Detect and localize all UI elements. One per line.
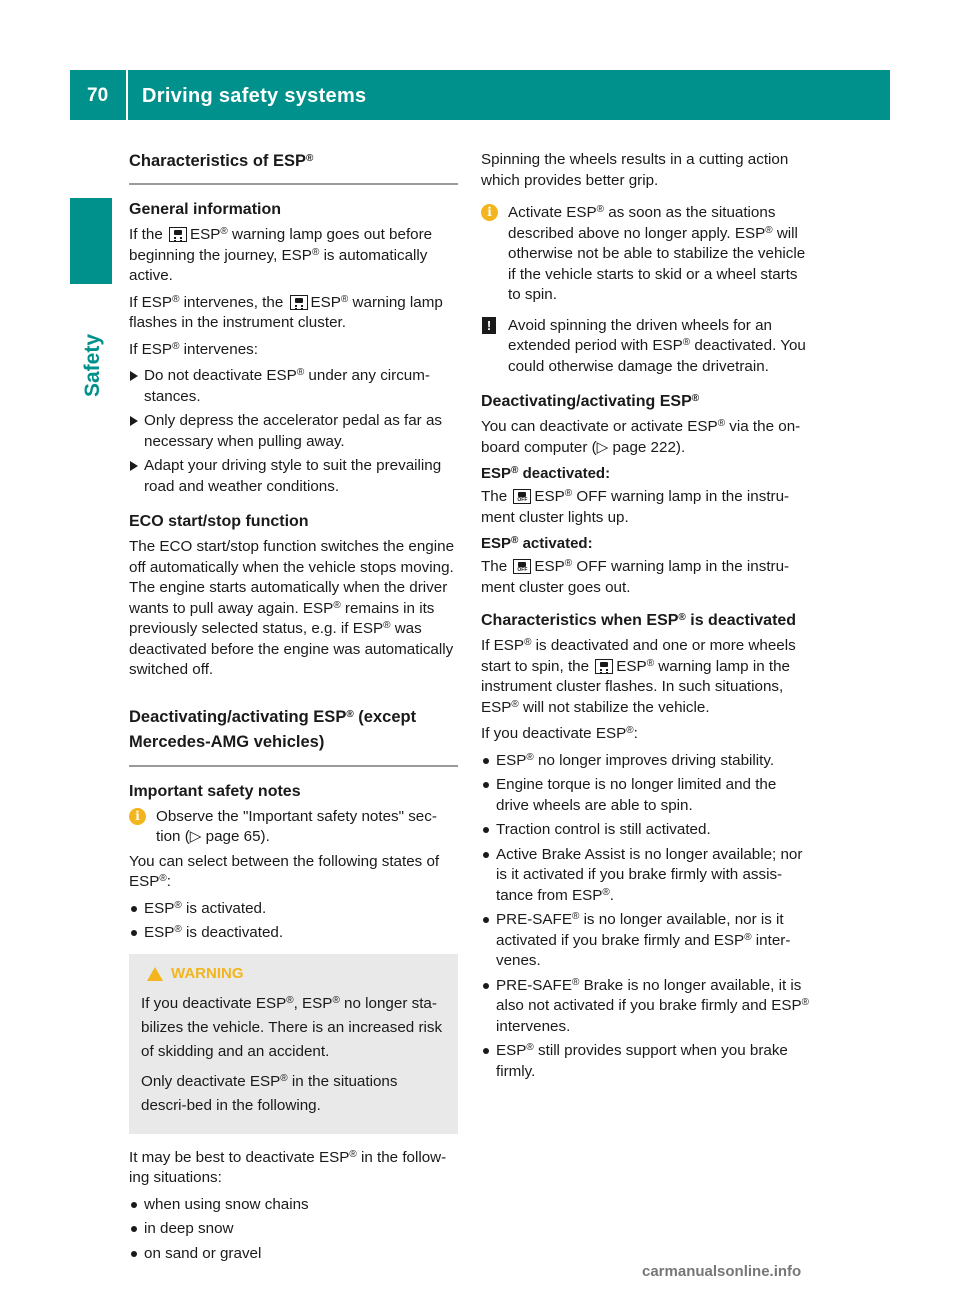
esp-off-lamp-icon — [513, 489, 531, 504]
list-item: in deep snow — [129, 1219, 458, 1240]
registered-mark: ® — [571, 911, 580, 922]
left-column — [129, 150, 458, 1268]
list-item: ESP® is activated. — [129, 899, 458, 920]
paragraph: The OFF ESP® OFF warning lamp in the instru-ment cluster lights up. — [481, 487, 813, 528]
list-item: ESP® no longer improves driving stability. — [481, 751, 813, 772]
registered-mark: ® — [524, 637, 532, 648]
list-item: ESP® is deactivated. — [129, 923, 458, 944]
registered-mark: ® — [801, 997, 809, 1008]
watermark[interactable]: carmanualsonline.info — [642, 1263, 802, 1280]
paragraph: If ESP® intervenes: — [129, 340, 258, 358]
registered-mark: ® — [159, 873, 167, 884]
paragraph: The OFF ESP® OFF warning lamp in the instru-ment cluster goes out. — [481, 557, 813, 598]
page-number: 70 — [87, 85, 109, 106]
warning-box — [129, 954, 458, 1134]
paragraph: It may be best to deactivate ESP® in the follow-ing situations: — [129, 1148, 447, 1186]
paragraph: Spinning the wheels results in a cutting action which provides better grip. — [481, 151, 789, 189]
info-note: i Observe the "Important safety notes" sec-tion (▷ page 65). — [129, 807, 458, 848]
registered-mark: ® — [174, 899, 182, 911]
registered-mark: ® — [526, 1042, 534, 1053]
warning-triangle-icon — [147, 967, 163, 981]
paragraph: You can deactivate or activate ESP® via the on-board computer (▷ page 222). — [481, 418, 801, 456]
info-icon: i — [129, 808, 146, 825]
label-esp-activated: ESP® activated: — [481, 535, 593, 552]
exclamation-icon: ! — [482, 317, 496, 334]
registered-mark: ® — [332, 994, 340, 1006]
registered-mark: ® — [596, 204, 605, 215]
registered-mark: ® — [571, 976, 580, 988]
registered-mark: ® — [511, 698, 519, 710]
registered-mark: ® — [691, 393, 700, 404]
heading-general-information: General information — [129, 201, 282, 218]
heading-deactivating-activating-esp-right: Deactivating/activating ESP® — [481, 393, 700, 410]
esp-warning-lamp-icon — [169, 227, 187, 242]
step-item: Only depress the accelerator pedal as far as necessary when pulling away. — [129, 411, 458, 452]
registered-mark: ® — [286, 994, 294, 1006]
registered-mark: ® — [626, 725, 634, 736]
caution-note: ! Avoid spinning the driven wheels for an extended period with ESP® deactivated. You could otherwise damage the drivetrain. — [481, 316, 813, 378]
label-esp-deactivated: ESP® deactivated: — [481, 465, 611, 482]
step-item: Do not deactivate ESP® under any circum-stances. — [129, 366, 458, 407]
header-divider — [126, 70, 128, 120]
side-tab-label: Safety — [81, 333, 104, 397]
info-icon: i — [481, 204, 498, 221]
paragraph: If ESP® intervenes, the ESP® warning lamp flashes in the instrument cluster. — [129, 293, 443, 331]
list-item: ESP® still provides support when you brake firmly. — [481, 1041, 813, 1082]
registered-mark: ® — [383, 620, 391, 631]
registered-mark: ® — [602, 886, 610, 898]
esp-off-lamp-icon — [513, 559, 531, 574]
registered-mark: ® — [511, 535, 519, 546]
list-item: Active Brake Assist is no longer available; nor is it activated if you brake firmly with assis-tance from ESP®. — [481, 845, 813, 907]
info-note: i Activate ESP® as soon as the situations described above no longer apply. ESP® will otherwise not be able to stabilize the vehicle if the vehicle starts to skid or a wheel starts to spin. — [481, 203, 813, 306]
registered-mark: ® — [311, 246, 320, 258]
paragraph: The ECO start/stop function switches the engine off automatically when the vehicle stops moving. The engine starts automatically when the driver wants to pull away again. ESP® remains in its previously selected status, e.g. if ESP® was deactivated before the engine was automatically switched off. — [129, 538, 455, 678]
registered-mark: ® — [340, 293, 349, 305]
section-title: Driving safety systems — [142, 85, 367, 107]
paragraph: If you deactivate ESP®: — [481, 725, 638, 742]
registered-mark: ® — [296, 367, 305, 378]
registered-mark: ® — [280, 1072, 288, 1084]
registered-mark: ® — [333, 599, 341, 611]
registered-mark: ® — [765, 224, 773, 236]
heading-characteristics: Characteristics of ESP® — [129, 152, 314, 170]
registered-mark: ® — [646, 657, 655, 669]
paragraph: If the ESP® warning lamp goes out before beginning the journey, ESP® is automatically active. — [129, 226, 433, 284]
list-item: Engine torque is no longer limited and the drive wheels are able to spin. — [481, 775, 813, 816]
list-item: when using snow chains — [129, 1195, 458, 1216]
side-tab-marker — [70, 198, 112, 284]
list-item: PRE-SAFE® Brake is no longer available, it is also not activated if you brake firmly and ESP® intervenes. — [481, 976, 813, 1038]
heading-eco-start-stop: ECO start/stop function — [129, 513, 309, 530]
registered-mark: ® — [564, 488, 573, 499]
step-item: Adapt your driving style to suit the prevailing road and weather conditions. — [129, 456, 458, 497]
registered-mark: ® — [220, 226, 228, 237]
header-bar — [70, 70, 890, 120]
esp-warning-lamp-icon — [595, 659, 613, 674]
registered-mark: ® — [682, 337, 691, 348]
paragraph: You can select between the following states of ESP®: — [129, 852, 440, 890]
registered-mark: ® — [717, 418, 726, 429]
registered-mark: ® — [526, 751, 534, 763]
warning-text: Only deactivate ESP® in the situations descri-bed in the following. — [141, 1072, 398, 1114]
registered-mark: ® — [346, 708, 354, 720]
heading-characteristics-when-deactivated: Characteristics when ESP® is deactivated — [481, 612, 797, 629]
heading-rule — [129, 183, 458, 185]
registered-mark: ® — [349, 1148, 357, 1160]
registered-mark: ® — [744, 931, 752, 943]
registered-mark: ® — [511, 465, 519, 476]
paragraph: If ESP® is deactivated and one or more wheels start to spin, the ESP® warning lamp in the instrument cluster flashes. In such situations, ESP® will not stabilize the vehicle. — [481, 637, 796, 716]
list-item: on sand or gravel — [129, 1244, 458, 1265]
registered-mark: ® — [678, 612, 686, 623]
registered-mark: ® — [174, 924, 182, 935]
registered-mark: ® — [172, 340, 180, 352]
registered-mark: ® — [172, 293, 180, 305]
warning-header: WARNING — [141, 964, 446, 984]
registered-mark: ® — [306, 153, 314, 164]
warning-text: If you deactivate ESP®, ESP® no longer sta-bilizes the vehicle. There is an increased risk of skidding and an accident. — [141, 994, 443, 1060]
list-item: Traction control is still activated. — [481, 820, 813, 841]
esp-warning-lamp-icon — [290, 295, 308, 310]
registered-mark: ® — [564, 558, 573, 569]
heading-rule — [129, 765, 458, 767]
heading-important-safety-notes: Important safety notes — [129, 782, 301, 800]
list-item: PRE-SAFE® is no longer available, nor is it activated if you brake firmly and ESP® inter-venes. — [481, 910, 813, 972]
right-column — [481, 150, 813, 1086]
heading-deactivating-activating-esp: Deactivating/activating ESP® (except Mercedes-AMG vehicles) — [129, 707, 417, 751]
